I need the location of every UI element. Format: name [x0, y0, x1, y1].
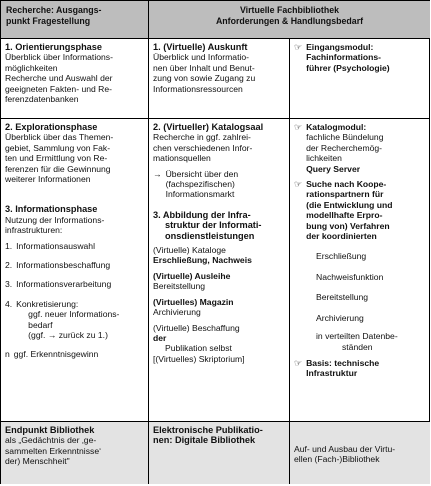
phase1-col1-line: Überblick über Informations- — [5, 52, 113, 63]
endpunkt-line: der) Menschheit" — [5, 456, 70, 467]
kataloge-line: (Virtuelle) Kataloge — [153, 245, 226, 256]
phase1-col1-line: geeigneten Fakten- und Re- — [5, 83, 113, 94]
footer-col1-cell — [1, 422, 148, 484]
pointing-hand-icon: ☞ — [294, 42, 303, 52]
list-item-number: 3. — [5, 279, 13, 290]
list-item — [5, 260, 144, 270]
list-item — [5, 349, 144, 359]
task-item: in verteilten Datenbe- — [316, 331, 398, 342]
phase1-col1-cell — [1, 39, 148, 118]
query-server-label: Query Server — [306, 163, 361, 174]
suche-line: rationspartnern für — [306, 189, 384, 200]
list-item-number: 1. — [5, 240, 13, 251]
katalogmodul-line: lichkeiten — [306, 153, 342, 164]
task-item: Bereitstellung — [316, 292, 369, 303]
endpunkt-line: sammelten Erkenntnisse‘ — [5, 445, 102, 456]
digitale-bibliothek-line: Elektronische Publikatio- — [153, 425, 263, 435]
phase1-col2-line: nen über Inhalt und Benut- — [153, 62, 255, 73]
infrastruktur-title: struktur der Informati- — [165, 220, 262, 231]
list-item — [5, 299, 144, 341]
ausleihe-line: (Virtuelle) Ausleihe — [153, 270, 231, 281]
list-item-text: Informationsauswahl — [16, 240, 95, 251]
endpunkt-title: Endpunkt Bibliothek — [5, 425, 95, 435]
phase2-col1-line: gebiet, Sammlung von Fak- — [5, 142, 111, 153]
basis-line: Infrastruktur — [306, 368, 358, 379]
phase1-col1-line: ferenzdatenbanken — [5, 94, 79, 105]
infrastruktur-title: onsdienstleistungen — [165, 230, 255, 241]
pointing-hand-icon: ☞ — [294, 357, 303, 368]
list-item-text: Informationsverarbeitung — [16, 279, 112, 290]
header-right-line-2: Anforderungen & Handlungsbedarf — [215, 15, 364, 26]
ausleihe-line: Bereitstellung — [153, 281, 206, 292]
beschaffung-line: [(Virtuelles) Skriptorium] — [153, 353, 245, 364]
konkretisierung-line: bedarf — [28, 319, 53, 330]
magazin-line: Archivierung — [153, 307, 201, 318]
task-item: ständen — [342, 341, 373, 352]
pointing-hand-icon: ☞ — [294, 122, 303, 132]
katalogsaal-line: chen verschiedenen Infor- — [153, 142, 253, 153]
basis-line: Basis: technische — [306, 357, 380, 368]
footer-col2-cell — [149, 422, 289, 484]
katalogmodul-line: Katalogmodul: — [306, 122, 367, 132]
right-arrow-icon: → — [153, 168, 162, 179]
phase2-col1-cell — [1, 119, 148, 421]
task-item: Nachweisfunktion — [316, 271, 384, 282]
phase1-col2-cell — [149, 39, 289, 118]
eingangsmodul-line: führer (Psychologie) — [306, 62, 390, 73]
suche-line: der koordinierten — [306, 231, 377, 242]
magazin-line: (Virtuelles) Magazin — [153, 296, 234, 307]
suche-line: bung von) Verfahren — [306, 220, 390, 231]
phase2-col1-line: ferenzen für die Gewinnung — [5, 163, 111, 174]
list-item-text: Informationsbeschaffung — [16, 260, 111, 271]
katalogmodul-line: der Recherchemög- — [306, 142, 383, 153]
beschaffung-line: Publikation selbst — [165, 343, 232, 354]
infrastruktur-title: 3. Abbildung der Infra- — [153, 209, 251, 220]
header-left-cell — [1, 1, 148, 38]
eingangsmodul-line: Fachinformations- — [306, 52, 382, 63]
orientierungsphase-title: 1. Orientierungsphase — [5, 42, 103, 52]
katalogsaal-line: Recherche in ggf. zahlrei- — [153, 132, 251, 143]
konkretisierung-line: (ggf. → zurück zu 1.) — [28, 330, 108, 341]
phase1-col1-line: möglichkeiten — [5, 62, 58, 73]
phase2-col2-cell — [149, 119, 289, 421]
suche-line: Suche nach Koope- — [306, 179, 387, 190]
ausbau-line: ellen (Fach-)Bibliothek — [294, 454, 380, 465]
list-item-text: ggf. Erkenntnisgewinn — [13, 348, 99, 359]
uebersicht-line: Übersicht über den — [165, 168, 239, 179]
beschaffung-line: (Virtuelle) Beschaffung — [153, 322, 240, 333]
informationsphase-line: Nutzung der Informations- — [5, 214, 105, 225]
auskunft-title: 1. (Virtuelle) Auskunft — [153, 42, 248, 52]
katalogsaal-line: mationsquellen — [153, 153, 211, 164]
task-item: Erschließung — [316, 251, 367, 262]
pointing-hand-icon: ☞ — [294, 179, 303, 190]
phase1-col2-line: Überblick und Informatio- — [153, 52, 250, 63]
explorationsphase-title: 2. Explorationsphase — [5, 122, 98, 132]
kataloge-line: Erschließung, Nachweis — [153, 255, 252, 266]
list-item-number: 4. — [5, 298, 13, 309]
list-item — [5, 279, 144, 289]
informationsphase-title: 3. Informationsphase — [5, 204, 98, 215]
informationsphase-line: infrastrukturen: — [5, 225, 63, 236]
katalogsaal-title: 2. (Virtueller) Katalogsaal — [153, 122, 264, 132]
eingangsmodul-line: Eingangsmodul: — [306, 42, 374, 52]
list-item-number: 2. — [5, 260, 13, 271]
konkretisierung-line: Konkretisierung: — [16, 298, 79, 309]
phase2-col1-line: ten und Ermittlung von Re- — [5, 153, 108, 164]
uebersicht-line: Informationsmarkt — [165, 189, 235, 200]
header-right-cell — [149, 1, 430, 38]
header-right-line-1: Virtuelle Fachbibliothek — [239, 5, 340, 15]
header-left-line-2: punkt Fragestellung — [6, 15, 91, 26]
list-item — [5, 241, 144, 251]
list-item-number: n — [5, 348, 10, 359]
digitale-bibliothek-line: nen: Digitale Bibliothek — [153, 435, 256, 446]
phase1-col2-line: Informationsressourcen — [153, 83, 243, 94]
uebersicht-line: (fachspezifischen) — [165, 179, 235, 190]
task-item: Archivierung — [316, 312, 364, 323]
katalogmodul-line: fachliche Bündelung — [306, 132, 384, 143]
phase1-col2-line: zung von sowie Zugang zu — [153, 73, 256, 84]
konkretisierung-line: ggf. neuer Informations- — [28, 309, 120, 320]
footer-col3-cell — [290, 422, 430, 484]
phase2-col1-line: Überblick über das Themen- — [5, 132, 114, 143]
phase1-col1-line: Recherche und Auswahl der — [5, 73, 113, 84]
phase1-col3-cell — [290, 39, 430, 118]
endpunkt-line: als „Gedächtnis der ‚ge- — [5, 435, 97, 446]
header-left-line-1: Recherche: Ausgangs- — [6, 5, 102, 15]
phase2-col1-line: weiterer Informationen — [5, 174, 91, 185]
phase2-col3-cell — [290, 119, 430, 421]
suche-line: (die Entwicklung und — [306, 199, 393, 210]
ausbau-line: Auf- und Ausbau der Virtu- — [294, 444, 396, 454]
beschaffung-line: der — [153, 332, 167, 343]
suche-line: modellhafte Erpro- — [306, 210, 383, 221]
